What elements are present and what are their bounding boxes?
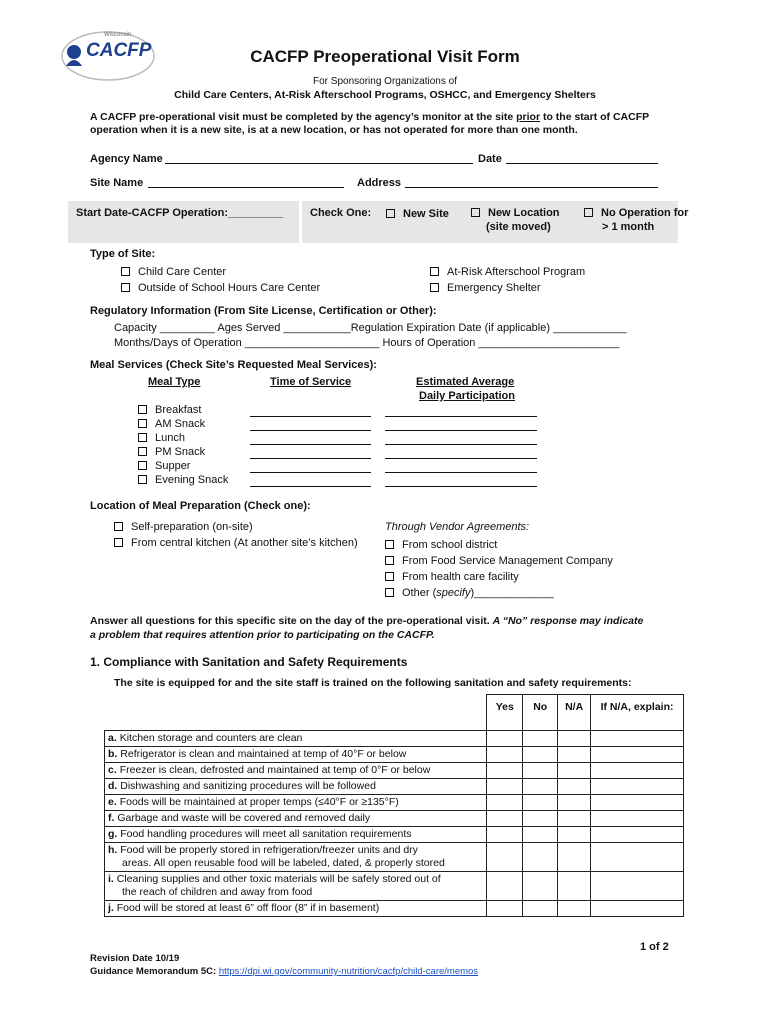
header-blank [105,695,487,731]
date-field[interactable] [506,153,658,164]
vendor-label: Through Vendor Agreements: [385,521,530,533]
no-cell[interactable] [523,827,558,843]
no-cell[interactable] [523,731,558,747]
na-cell[interactable] [558,872,591,901]
row-label: j. Food will be stored at least 6” off floor (8” if in basement) [105,901,487,917]
checkbox-icon[interactable] [114,522,123,531]
table-row [105,811,684,827]
agency-name-field[interactable] [165,153,473,164]
section-subheading: The site is equipped for and the site staff is trained on the following sanitation and safety requirements: [114,677,632,689]
na-cell[interactable] [558,747,591,763]
new-site-option[interactable]: New Site [386,208,449,220]
table-row [105,779,684,795]
meal-list [138,403,228,487]
checkbox-icon[interactable] [430,283,439,292]
yes-cell[interactable] [487,795,523,811]
checkbox-icon[interactable] [430,267,439,276]
page-number: 1 of 2 [640,941,669,953]
no-cell[interactable] [523,872,558,901]
checkbox-icon[interactable] [471,208,480,217]
check-one-label: Check One: [310,207,372,219]
row-label: b. Refrigerator is clean and maintained at temp of 40°F or below [105,747,487,763]
logo-text: CACFP [86,40,152,61]
meal-services-label: Meal Services (Check Site’s Requested Meal Services): [90,359,377,371]
site-type-child-care[interactable]: Child Care Center [121,266,226,278]
checkbox-icon[interactable] [385,556,394,565]
yes-cell[interactable] [487,827,523,843]
checkbox-icon[interactable] [121,283,130,292]
checkbox-icon[interactable] [138,461,147,470]
start-date-label[interactable]: Start Date-CACFP Operation:_________ [76,207,284,219]
months-line[interactable]: Months/Days of Operation ______________________ Hours of Operation _______________________ [114,337,620,349]
explain-cell[interactable] [591,811,684,827]
explain-cell[interactable] [591,795,684,811]
daily-part-header: Daily Participation [419,390,515,402]
participation-field[interactable] [385,420,537,431]
meal-item[interactable]: Evening Snack [138,473,228,487]
table-row [105,843,684,872]
time-fields [250,403,371,487]
site-name-field[interactable] [148,177,344,188]
explain-cell[interactable] [591,763,684,779]
no-cell[interactable] [523,763,558,779]
capacity-line[interactable]: Capacity _________ Ages Served ___________Regulation Expiration Date (if applicable) ____________ [114,322,627,334]
explain-cell[interactable] [591,843,684,872]
answer-line-2: a problem that requires attention prior to participating on the CACFP. [90,629,435,641]
guidance-line: Guidance Memorandum 5C: https://dpi.wi.gov/community-nutrition/cacfp/child-care/memos [90,966,479,977]
checkbox-icon[interactable] [138,433,147,442]
vendor-item[interactable]: From school district [385,537,613,553]
header-explain: If N/A, explain: [591,695,684,731]
checkbox-icon[interactable] [138,475,147,484]
table-row [105,747,684,763]
address-label: Address [357,177,402,189]
meal-item[interactable]: Lunch [138,431,228,445]
no-cell[interactable] [523,843,558,872]
na-cell[interactable] [558,843,591,872]
yes-cell[interactable] [487,747,523,763]
table-row [105,827,684,843]
yes-cell[interactable] [487,779,523,795]
time-field[interactable] [250,420,371,431]
na-cell[interactable] [558,731,591,747]
subtitle-1: For Sponsoring Organizations of [313,76,457,87]
yes-cell[interactable] [487,731,523,747]
explain-cell[interactable] [591,731,684,747]
page-title: CACFP Preoperational Visit Form [250,47,520,66]
logo-subtext: Wisconsin [104,32,132,38]
address-field[interactable] [405,177,658,188]
site-name-label: Site Name [90,177,144,189]
site-type-at-risk[interactable]: At-Risk Afterschool Program [430,266,585,278]
guidance-link[interactable]: https://dpi.wi.gov/community-nutrition/cacfp/child-care/memos [218,966,479,977]
row-label: d. Dishwashing and sanitizing procedures will be followed [105,779,487,795]
no-cell[interactable] [523,747,558,763]
checkbox-icon[interactable] [138,447,147,456]
time-field[interactable] [250,434,371,445]
intro-line-1: A CACFP pre-operational visit must be completed by the agency’s monitor at the site prior to the start of CACFP [90,111,650,123]
explain-cell[interactable] [591,872,684,901]
meal-item[interactable]: Supper [138,459,228,473]
vendor-item[interactable]: From Food Service Management Company [385,553,613,569]
vendor-list [385,537,613,601]
regulatory-label: Regulatory Information (From Site License, Certification or Other): [90,305,437,317]
meal-item[interactable]: PM Snack [138,445,228,459]
row-label: i. Cleaning supplies and other toxic materials will be safely stored out of the reach of children and away from food [105,872,487,901]
checkbox-icon[interactable] [138,419,147,428]
vendor-item[interactable]: Other (specify)_____________ [385,585,613,601]
header-na: N/A [558,695,591,731]
checkbox-icon[interactable] [385,540,394,549]
vendor-item[interactable]: From health care facility [385,569,613,585]
checkbox-icon[interactable] [385,572,394,581]
yes-cell[interactable] [487,872,523,901]
checkbox-icon[interactable] [121,267,130,276]
na-cell[interactable] [558,795,591,811]
row-label: a. Kitchen storage and counters are clean [105,731,487,747]
table-row [105,763,684,779]
participation-fields [385,403,537,487]
explain-cell[interactable] [591,901,684,917]
table-row [105,872,684,901]
subtitle-2: Child Care Centers, At-Risk Afterschool Programs, OSHCC, and Emergency Shelters [174,89,596,101]
table-row [105,901,684,917]
self-prep-option[interactable]: Self-preparation (on-site) [114,521,253,533]
yes-cell[interactable] [487,843,523,872]
section-heading: 1. Compliance with Sanitation and Safety Requirements [90,655,408,669]
time-field[interactable] [250,462,371,473]
checkbox-icon[interactable] [114,538,123,547]
site-moved-text: (site moved) [486,221,551,233]
yes-cell[interactable] [487,763,523,779]
explain-cell[interactable] [591,747,684,763]
time-of-service-header: Time of Service [270,376,352,388]
central-kitchen-option[interactable]: From central kitchen (At another site’s kitchen) [114,537,358,549]
na-cell[interactable] [558,827,591,843]
row-label: f. Garbage and waste will be covered and removed daily [105,811,487,827]
row-label: c. Freezer is clean, defrosted and maintained at temp of 0°F or below [105,763,487,779]
na-cell[interactable] [558,901,591,917]
location-prep-label: Location of Meal Preparation (Check one): [90,500,311,512]
participation-field[interactable] [385,448,537,459]
revision-date: Revision Date 10/19 [90,953,180,964]
yes-cell[interactable] [487,811,523,827]
sanitation-table [104,694,684,917]
na-cell[interactable] [558,811,591,827]
checkbox-icon[interactable] [385,588,394,597]
time-field[interactable] [250,406,371,417]
time-field[interactable] [250,448,371,459]
row-label: g. Food handling procedures will meet all sanitation requirements [105,827,487,843]
no-cell[interactable] [523,811,558,827]
agency-name-label: Agency Name [90,153,163,165]
type-of-site-label: Type of Site: [90,248,156,260]
explain-cell[interactable] [591,827,684,843]
na-cell[interactable] [558,779,591,795]
participation-field[interactable] [385,462,537,473]
yes-cell[interactable] [487,901,523,917]
table-row [105,731,684,747]
checkbox-icon[interactable] [138,405,147,414]
header-yes: Yes [487,695,523,731]
date-label: Date [478,153,502,165]
meal-item[interactable]: Breakfast [138,403,228,417]
no-operation-option[interactable]: No Operation for [584,207,688,219]
table-row [105,795,684,811]
row-label: e. Foods will be maintained at proper temps (≤40°F or ≥135°F) [105,795,487,811]
explain-cell[interactable] [591,779,684,795]
na-cell[interactable] [558,763,591,779]
participation-field[interactable] [385,476,537,487]
site-type-oshcc[interactable]: Outside of School Hours Care Center [121,282,320,294]
header-no: No [523,695,558,731]
intro-line-2: operation when it is a new site, is at a new location, or has not operated for more than one month. [90,124,578,136]
answer-line-1: Answer all questions for this specific site on the day of the pre-operational visit. A “No” response may indicate [90,615,644,627]
meal-type-header: Meal Type [148,376,201,388]
new-location-option[interactable]: New Location [471,207,560,219]
no-cell[interactable] [523,901,558,917]
no-cell[interactable] [523,779,558,795]
over-month-text: > 1 month [602,221,655,233]
table-header-row [105,695,684,731]
meal-item[interactable]: AM Snack [138,417,228,431]
row-label: h. Food will be properly stored in refrigeration/freezer units and dry areas. All open reusable food will be labeled, dated, & properly stored [105,843,487,872]
participation-field[interactable] [385,406,537,417]
checkbox-icon[interactable] [386,209,395,218]
time-field[interactable] [250,476,371,487]
site-type-shelter[interactable]: Emergency Shelter [430,282,541,294]
checkbox-icon[interactable] [584,208,593,217]
participation-field[interactable] [385,434,537,445]
est-avg-header: Estimated Average [416,376,515,388]
no-cell[interactable] [523,795,558,811]
